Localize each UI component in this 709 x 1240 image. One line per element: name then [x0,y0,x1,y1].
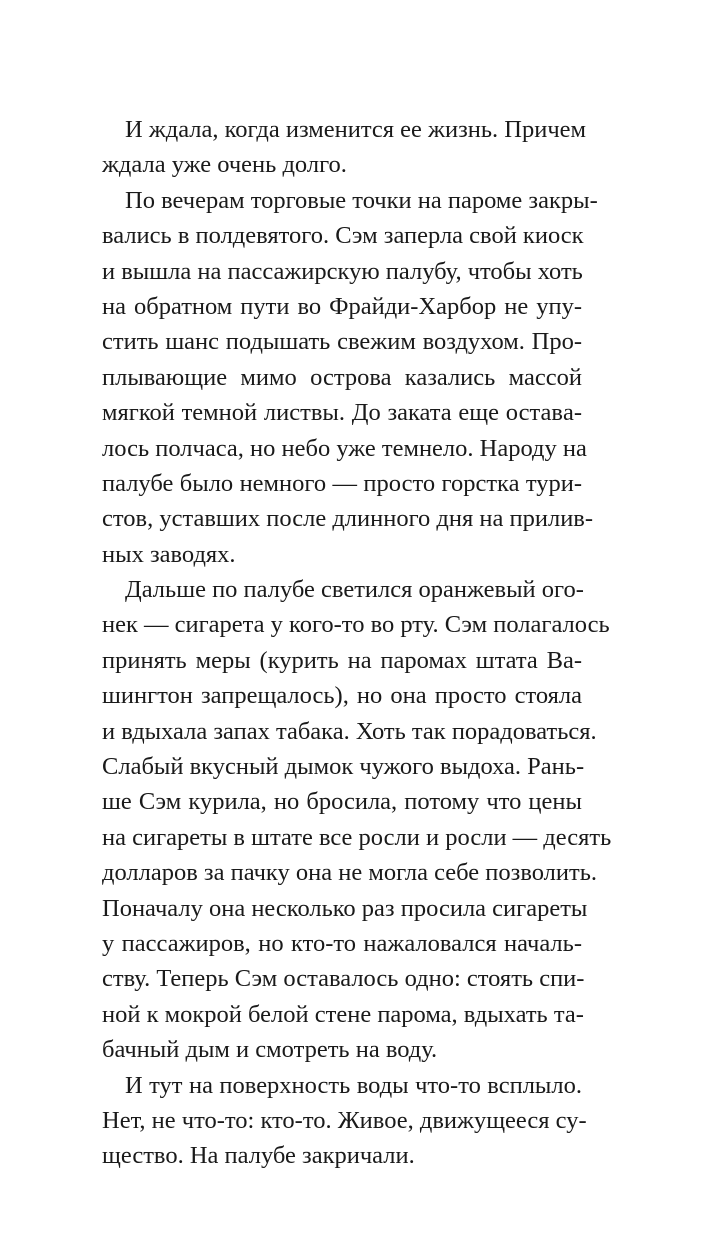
text-line: мягкой темной листвы. До заката еще оставa- [102,399,582,427]
text-line: шингтон запрещалось), но она просто стояла [102,682,582,710]
text-line: ше Сэм курила, но бросила, потому что цены [102,788,582,816]
text-line: нек — сигарета у кого-то во рту. Сэм полагалось [102,611,610,639]
text-line: И тут на поверхность воды что-то всплыло. [125,1071,582,1099]
text-line: щество. На палубе закричали. [102,1142,415,1170]
text-line: на сигареты в штате все росли и росли — десять [102,823,612,851]
text-line: долларов за пачку она не могла себе позволить. [102,859,598,887]
paragraph-2 [102,183,598,572]
text-line: у пассажиров, но кто-то нажаловался началь- [102,929,582,957]
text-line: плывающие мимо острова казались массой [102,363,582,391]
text-line: бачный дым и смотреть на воду. [102,1036,438,1064]
text-line: ждала уже очень долго. [102,151,347,179]
paragraph-3 [102,572,612,1067]
text-line: Слабый вкусный дымок чужого выдоха. Рань- [102,753,585,781]
paragraph-1 [102,112,587,183]
text-line: на обратном пути во Фрайди-Харбор не упу- [102,292,582,320]
text-line: вались в полдевятого. Сэм заперла свой киоск [102,222,584,250]
text-line: Дальше по палубе светился оранжевый ого- [125,576,584,604]
text-line: ной к мокрой белой стене парома, вдыхать та- [102,1000,584,1028]
text-line: и вдыхала запах табака. Хоть так порадоваться. [102,717,597,745]
text-line: По вечерам торговые точки на пароме закры- [125,186,598,214]
text-line: палубе было немного — просто горстка тури- [102,469,582,497]
text-line: И ждала, когда изменится ее жизнь. Причем [125,116,587,143]
text-line: ных заводях. [102,540,236,568]
text-line: стить шанс подышать свежим воздухом. Про- [102,328,582,356]
text-line: лось полчаса, но небо уже темнело. Народу на [102,434,587,462]
text-line: стов, уставших после длинного дня на прилив- [102,505,594,533]
paragraph-4 [102,1068,587,1174]
text-line: Поначалу она несколько раз просила сигареты [102,894,588,922]
text-line: и вышла на пассажирскую палубу, чтобы хоть [102,257,583,285]
text-line: ству. Теперь Сэм оставалось одно: стоять спи- [102,965,585,993]
text-line: Нет, не что-то: кто-то. Живое, движущееся су- [102,1106,587,1134]
text-line: принять меры (курить на паромах штата Ва- [102,646,582,674]
body-text [102,112,612,1174]
